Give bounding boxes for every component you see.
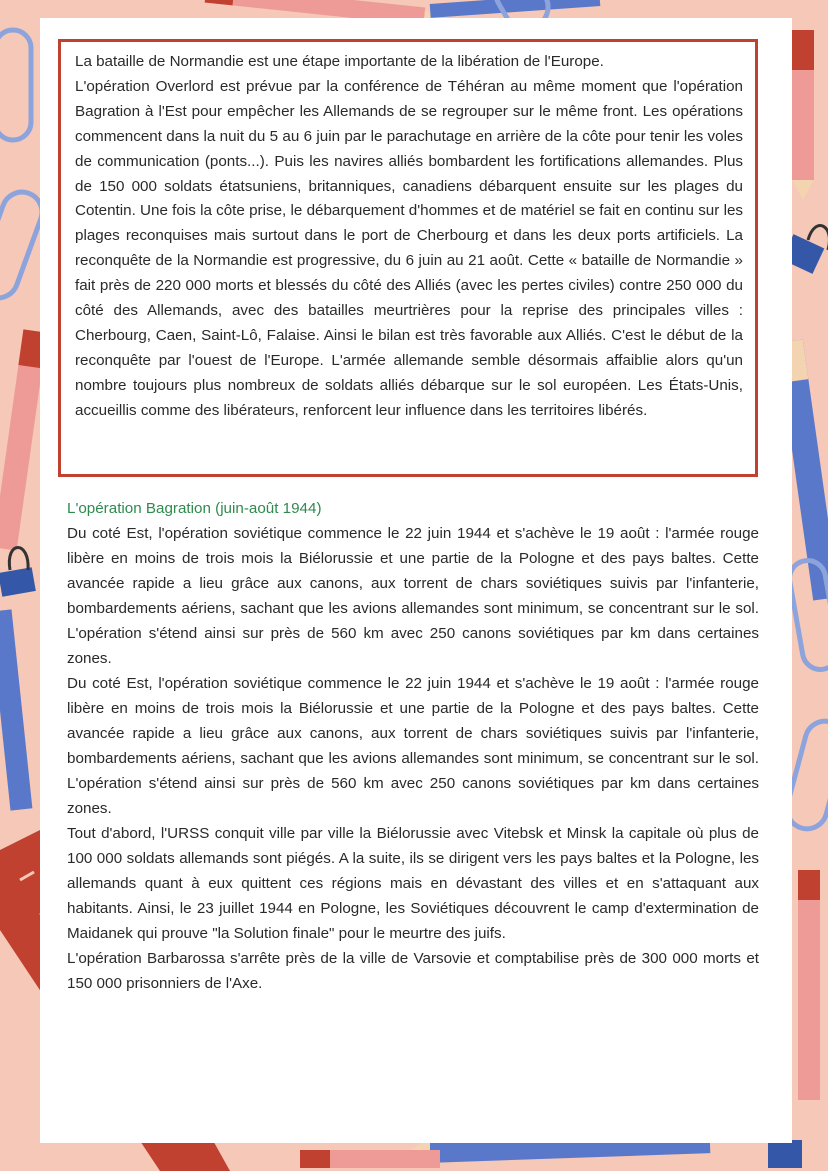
- section-paragraph: Tout d'abord, l'URSS conquit ville par ville la Biélorussie avec Vitebsk et Minsk la capitale où plus de 100 000 soldats allemands sont piégés. A la suite, ils se dirigent vers les pays baltes et la Pologne, les allemands quant à eux quittent ces régions mais en dévastant des villes et en s'attaquant aux habitants. Ainsi, le 23 juillet 1944 en Pologne, les Soviétiques découvrent le camp d'extermination de Maidanek qui prouve "la Solution finale" pour le meurtre des juifs.: [67, 825, 759, 942]
- section-paragraph: Du coté Est, l'opération soviétique commence le 22 juin 1944 et s'achève le 19 août : l'armée rouge libère en moins de trois mois la Biélorussie et une partie de la Pologne et des pays baltes. Cette avancée rapide a lieu grâce aux canons, aux torrent de chars soviétiques suivis par l'infanterie, bombardements aériens, sachant que les avions allemandes sont minimum, se concentrant sur le sol. L'opération s'étend ainsi sur près de 560 km avec 250 canons soviétiques par km dans certaines zones.: [67, 525, 759, 667]
- pencil-icon: [792, 30, 814, 200]
- section-title: L'opération Bagration (juin-août 1944): [67, 500, 322, 517]
- section-paragraph: Du coté Est, l'opération soviétique commence le 22 juin 1944 et s'achève le 19 août : l'armée rouge libère en moins de trois mois la Biélorussie et une partie de la Pologne et des pays baltes. Cette avancée rapide a lieu grâce aux canons, aux torrent de chars soviétiques suivis par l'infanterie, bombardements aériens, sachant que les avions allemandes sont minimum, se concentrant sur le sol. L'opération s'étend ainsi sur près de 560 km avec 250 canons soviétiques par km dans certaines zones.: [67, 675, 759, 817]
- intro-box: [58, 39, 758, 477]
- intro-paragraph: L'opération Overlord est prévue par la conférence de Téhéran au même moment que l'opération Bagration à l'Est pour empêcher les Allemands de se regrouper sur le même front. Les opérations commencent dans la nuit du 5 au 6 juin par le parachutage en arrière de la côte pour tenir les voles de communication (ponts...). Puis les navires alliés bombardent les fortifications allemandes. Plus de 150 000 soldats étatsuniens, britanniques, canadiens débarquent ensuite sur les plages du Cotentin. Une fois la côte prise, le débarquement d'hommes et de matériel se fait en continu sur les plages reconquises mais surtout dans le port de Cherbourg et dans les deux ports artificiels. La reconquête de la Normandie est progressive, du 6 juin au 21 août. Cette « bataille de Normandie » fait près de 220 000 morts et blessés du côté des Alliés (avec les pertes civiles) contre 250 000 du côté des Allemands, avec des batailles meurtrières pour la reprise des principales villes : Cherbourg, Caen, Saint-Lô, Falaise. Ainsi le bilan est très favorable aux Alliés. C'est le début de la reconquête par l'ouest de l'Europe. L'armée allemande semble désormais affaiblie alors qu'un nombre toujours plus nombreux de soldats alliés débarque sur le sol européen. Les États-Unis, accueillis comme des libérateurs, renforcent leur influence dans les territoires libérés.: [75, 77, 743, 419]
- pencil-icon: [0, 609, 32, 810]
- binder-clip-icon: [0, 548, 36, 597]
- pencil-icon: [430, 0, 601, 18]
- binder-clip-icon: [768, 1140, 802, 1168]
- pencil-icon: [300, 1150, 440, 1168]
- pencil-icon: [798, 870, 820, 1100]
- bagration-section: [67, 496, 759, 996]
- section-paragraph: L'opération Barbarossa s'arrête près de la ville de Varsovie et comptabilise près de 300 000 morts et 150 000 prisonniers de l'Axe.: [67, 950, 759, 992]
- paperclip-icon: [0, 30, 31, 140]
- intro-first-line: La bataille de Normandie est une étape importante de la libération de l'Europe.: [75, 53, 604, 70]
